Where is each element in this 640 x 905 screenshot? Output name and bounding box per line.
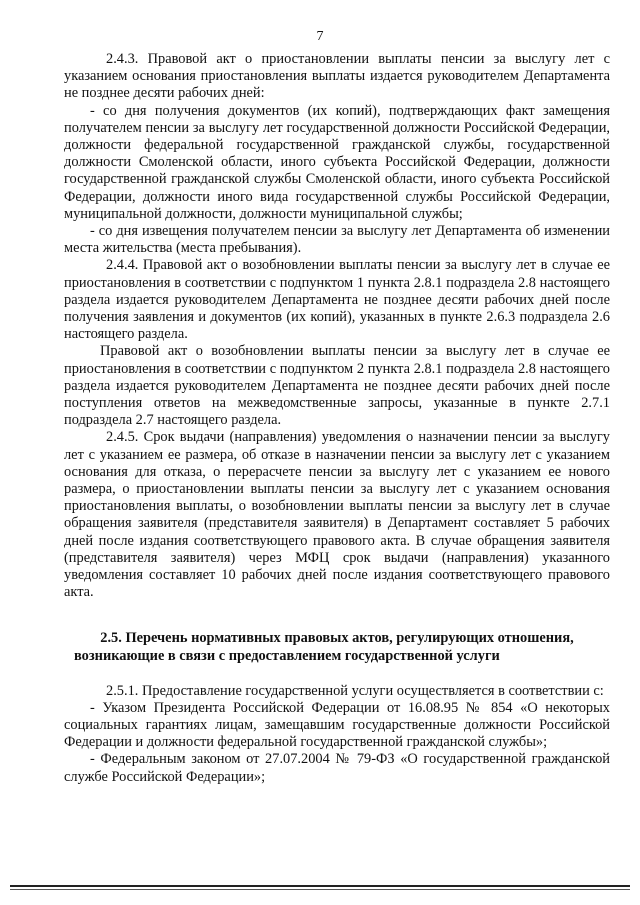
list-item: - Указом Президента Российской Федерации от 16.08.95 № 854 «О некоторых социальных гарантиях лицам, замещавшим государственные должности Российской Федерации и должности федеральной государственной гражданской службы»; — [64, 699, 610, 751]
list-item: - Федеральным законом от 27.07.2004 № 79-ФЗ «О государственной гражданской службе Российской Федерации»; — [64, 751, 610, 785]
paragraph-2-5-1: 2.5.1. Предоставление государственной услуги осуществляется в соответствии с: — [106, 682, 604, 699]
list-item: - со дня извещения получателем пенсии за выслугу лет Департамента об изменении места жительства (места пребывания). — [64, 223, 610, 257]
page-number: 7 — [316, 29, 324, 44]
document-body — [64, 51, 610, 786]
paragraph-2-4-3: 2.4.3. Правовой акт о приостановлении выплаты пенсии за выслугу лет с указанием основания приостановления выплаты издается руководителем Департамента не позднее десяти рабочих дней: — [64, 51, 610, 102]
paragraph-2-4-4: 2.4.4. Правовой акт о возобновлении выплаты пенсии за выслугу лет в случае ее приостановления в соответствии с подпунктом 1 пункта 2.8.1 подраздела 2.8 настоящего раздела издается руководителем Департамента не позднее десяти рабочих дней после получения заявления и документов (их копий), указанных в пункте 2.6.3 подраздела 2.6 настоящего раздела. — [64, 257, 610, 343]
list-item: - со дня получения документов (их копий), подтверждающих факт замещения получателем пенсии за выслугу лет государственной должности Российской Федерации, должности федеральной государственной гражданской службы, государственной должности Смоленской области, иного субъекта Российской Федерации, должности государственной гражданской службы Смоленской области, иного субъекта Российской Федерации, должности иного вида государственной службы Российской Федерации, муниципальной должности, должности муниципальной службы; — [64, 102, 610, 222]
paragraph-2-4-5: 2.4.5. Срок выдачи (направления) уведомления о назначении пенсии за выслугу лет с указанием ее размера, об отказе в назначении пенсии за выслугу лет с указанием основания для отказа, о перерасчете пенсии за выслугу лет с указанием ее нового размера, о приостановлении выплаты пенсии за выслугу лет с указанием основания приостановления выплаты, о возобновлении выплаты пенсии за выслугу лет в случае обращения заявителя (представителя заявителя) в Департамент составляет 5 рабочих дней после издания соответствующего правового акта. В случае обращения заявителя (представителя заявителя) через МФЦ срок выдачи (направления) указанного уведомления составляет 10 рабочих дней после издания соответствующего правового акта. — [64, 429, 610, 601]
footer-rule — [10, 885, 630, 887]
paragraph: Правовой акт о возобновлении выплаты пенсии за выслугу лет в случае ее приостановления в соответствии с подпунктом 2 пункта 2.8.1 подраздела 2.8 настоящего раздела издается руководителем Департамента не позднее десяти рабочих дней после поступления ответов на межведомственные запросы, указанные в пункте 2.7.1 подраздела 2.7 настоящего раздела. — [64, 343, 610, 429]
section-heading: 2.5. Перечень нормативных правовых актов, регулирующих отношения, возникающие в связи с предоставлением государственной услуги — [74, 629, 574, 664]
footer-rule-thin — [10, 889, 630, 890]
